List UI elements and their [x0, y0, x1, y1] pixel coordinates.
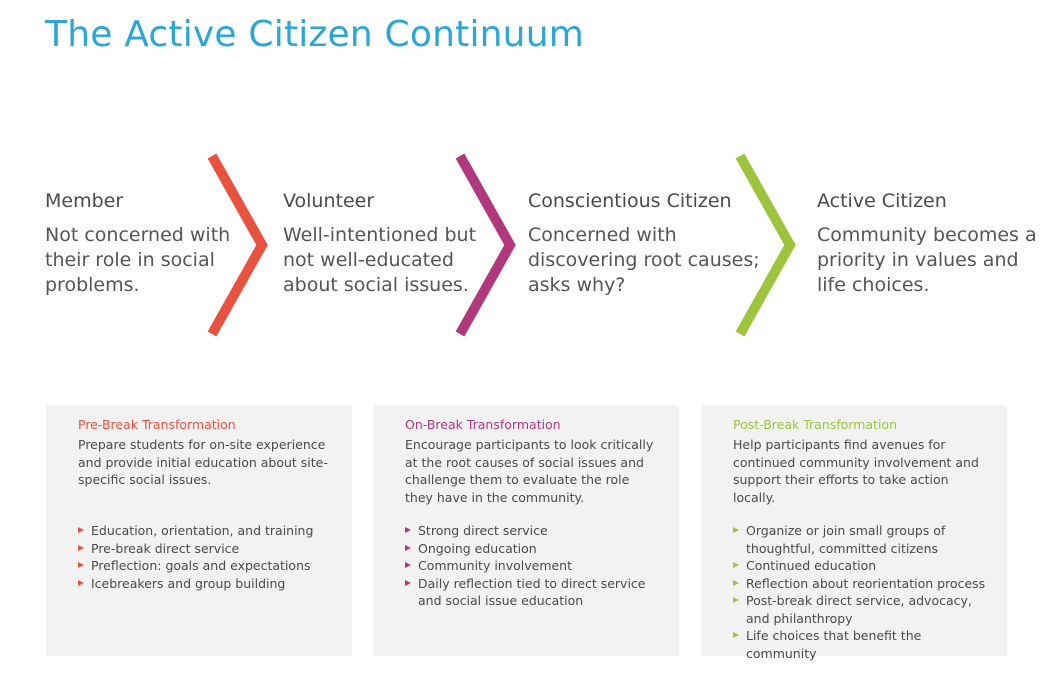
list-item: [78, 575, 336, 593]
list-item: [733, 522, 991, 557]
list-item-text: Post-break direct service, advocacy, and philanthropy: [746, 593, 972, 626]
triangle-bullet-icon: [733, 632, 739, 638]
panel-heading: Post-Break Transformation: [733, 417, 898, 432]
triangle-bullet-icon: [733, 580, 739, 586]
stage-description: Community becomes a priority in values and life choices.: [817, 224, 1037, 296]
list-item: [405, 540, 663, 558]
list-item-text: Daily reflection tied to direct service and social issue education: [418, 575, 646, 608]
triangle-bullet-icon: [405, 545, 411, 551]
panel-intro: Encourage participants to look critically at the root causes of social issues and challenge them to evaluate the role they have in the community.: [405, 437, 654, 505]
list-item: [733, 575, 991, 593]
list-item-text: Reflection about reorientation process: [746, 575, 986, 591]
chevron-green-arrow-icon: [728, 150, 798, 345]
list-item-text: Pre-break direct service: [91, 540, 240, 556]
list-item-text: Ongoing education: [418, 540, 537, 556]
panel-list: [78, 522, 336, 592]
triangle-bullet-icon: [78, 580, 84, 586]
panel-pre-break: [46, 405, 352, 656]
list-item-text: Continued education: [746, 558, 877, 573]
triangle-bullet-icon: [78, 527, 84, 533]
chevron-magenta-arrow-icon: [448, 150, 518, 345]
panel-post-break: [701, 405, 1007, 661]
list-item: [733, 592, 991, 627]
list-item: [405, 522, 663, 540]
list-item-text: Education, orientation, and training: [91, 523, 314, 538]
list-item-text: Life choices that benefit the community: [746, 628, 922, 661]
panel-intro: Help participants find avenues for continued community involvement and support their efforts to take action locally.: [733, 437, 979, 505]
list-item: [78, 540, 336, 558]
stage-description: Well-intentioned but not well-educated about social issues.: [283, 224, 477, 296]
list-item: [405, 557, 663, 575]
list-item: [78, 522, 336, 540]
panel-list: [733, 522, 991, 662]
panel-heading: On-Break Transformation: [405, 417, 561, 432]
stage-name: Active Citizen: [817, 190, 947, 212]
list-item: [78, 557, 336, 575]
triangle-bullet-icon: [405, 580, 411, 586]
triangle-bullet-icon: [78, 545, 84, 551]
triangle-bullet-icon: [405, 527, 411, 533]
list-item: [733, 557, 991, 575]
triangle-bullet-icon: [405, 562, 411, 568]
panel-intro: Prepare students for on-site experience and provide initial education about site-specific social issues.: [78, 437, 328, 487]
stage-name: Volunteer: [283, 190, 375, 212]
page-title: The Active Citizen Continuum: [45, 14, 584, 55]
stage-name: Member: [45, 190, 124, 212]
list-item: [733, 627, 991, 662]
list-item-text: Organize or join small groups of thoughtful, committed citizens: [746, 523, 946, 556]
list-item-text: Strong direct service: [418, 523, 548, 538]
list-item: [405, 575, 663, 610]
stage-name: Conscientious Citizen: [528, 190, 732, 212]
triangle-bullet-icon: [78, 562, 84, 568]
list-item-text: Community involvement: [418, 558, 573, 573]
triangle-bullet-icon: [733, 597, 739, 603]
triangle-bullet-icon: [733, 562, 739, 568]
panel-heading: Pre-Break Transformation: [78, 417, 236, 432]
panel-list: [405, 522, 663, 610]
chevron-red-arrow-icon: [200, 150, 270, 345]
panel-on-break: [373, 405, 679, 656]
stage-description: Concerned with discovering root causes; asks why?: [528, 224, 760, 296]
list-item-text: Preflection: goals and expectations: [91, 558, 311, 573]
stage-active-citizen: [817, 188, 1042, 298]
stage-description: Not concerned with their role in social problems.: [45, 224, 231, 296]
triangle-bullet-icon: [733, 527, 739, 533]
list-item-text: Icebreakers and group building: [91, 575, 286, 591]
